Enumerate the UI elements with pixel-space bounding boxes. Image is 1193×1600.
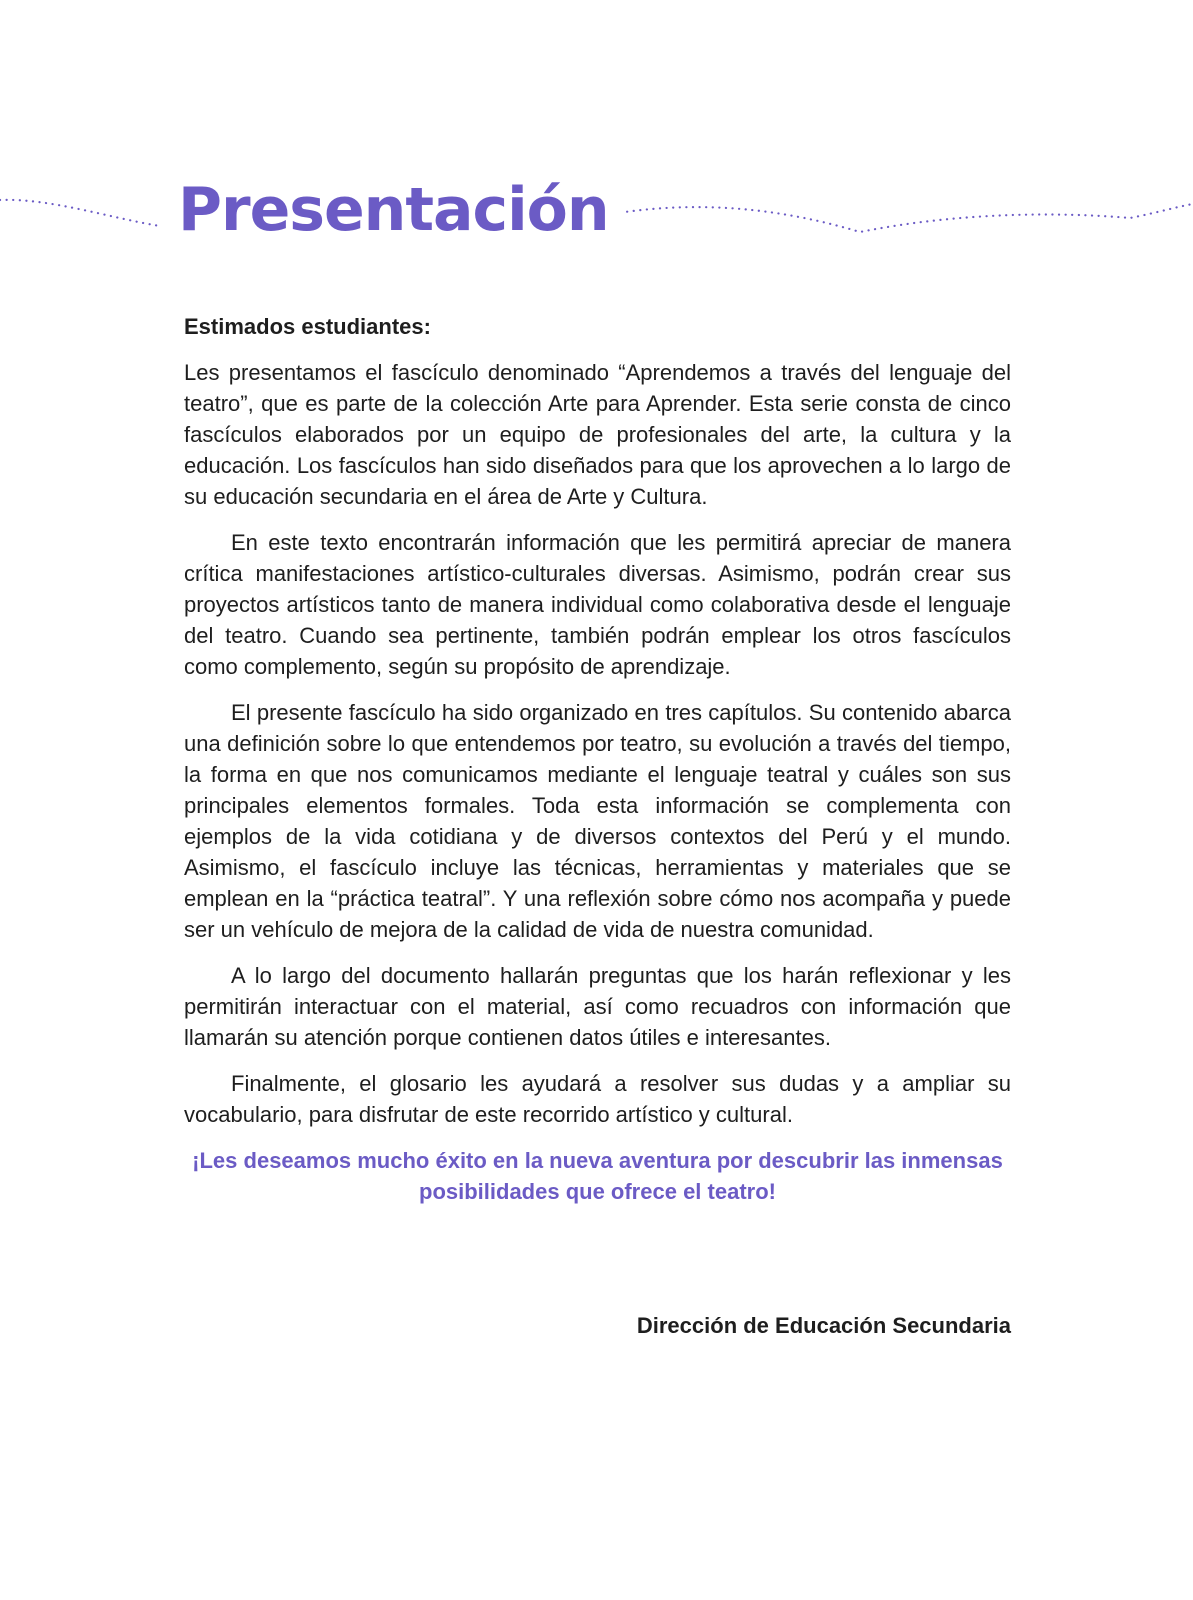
dotted-wave-right xyxy=(556,204,1193,232)
paragraph-organization: El presente fascículo ha sido organizado en tres capítulos. Su contenido abarca una definición sobre lo que entendemos por teatro, su evolución a través del tiempo, la forma en que nos comunicamos mediante el lenguaje teatral y cuáles son sus principales elementos formales. Toda esta información se complementa con ejemplos de la vida cotidiana y de diversos contextos del Perú y el mundo. Asimismo, el fascículo incluye las técnicas, herramientas y materiales que se emplean en la “práctica teatral”. Y una reflexión sobre cómo nos acompaña y puede ser un vehículo de mejora de la calidad de vida de nuestra comunidad. xyxy=(184,700,1011,942)
paragraph-questions: A lo largo del documento hallarán preguntas que los harán reflexionar y les permitirán interactuar con el material, así como recuadros con información que llamarán su atención porque contienen datos útiles e interesantes. xyxy=(184,963,1011,1050)
paragraph-content: En este texto encontrarán información que les permitirá apreciar de manera crítica manifestaciones artístico-culturales diversas. Asimismo, podrán crear sus proyectos artísticos tanto de manera individual como colaborativa desde el lenguaje del teatro. Cuando sea pertinente, también podrán emplear los otros fascículos como complemento, según su propósito de aprendizaje. xyxy=(184,530,1011,679)
letter-body xyxy=(184,311,1011,1207)
page-title: Presentación xyxy=(172,174,623,246)
dotted-wave-left xyxy=(0,200,160,226)
signature: Dirección de Educación Secundaria xyxy=(636,1313,1011,1338)
paragraph-intro: Les presentamos el fascículo denominado “Aprendemos a través del lenguaje del teatro”, que es parte de la colección Arte para Aprender. Esta serie consta de cinco fascículos elaborados por un equipo de profesionales del arte, la cultura y la educación. Los fascículos han sido diseñados para que los aprovechen a lo largo de su educación secundaria en el área de Arte y Cultura. xyxy=(184,360,1011,509)
greeting: Estimados estudiantes: xyxy=(184,314,431,339)
title-header xyxy=(0,170,1193,260)
closing-message: ¡Les deseamos mucho éxito en la nueva aventura por descubrir las inmensas posibilidades que ofrece el teatro! xyxy=(192,1148,1003,1204)
paragraph-glossary: Finalmente, el glosario les ayudará a resolver sus dudas y a ampliar su vocabulario, para disfrutar de este recorrido artístico y cultural. xyxy=(184,1071,1011,1127)
